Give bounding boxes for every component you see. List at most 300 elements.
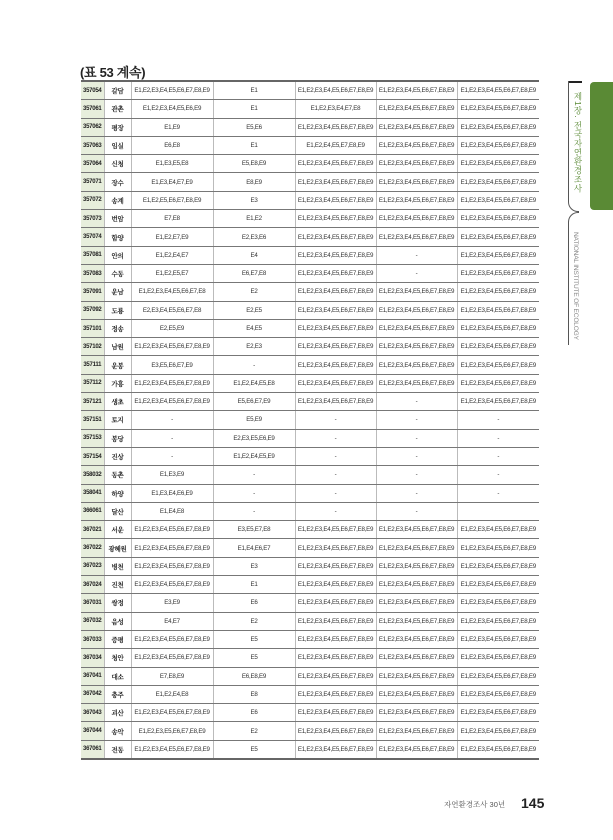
survey-2-cell: E1 — [213, 136, 295, 154]
map-name-cell: 남원 — [104, 338, 131, 356]
map-code-cell: 357073 — [81, 210, 104, 228]
map-name-cell: 송계 — [104, 191, 131, 209]
footer-title: 자연환경조사 30년 — [444, 800, 506, 809]
map-name-cell: 장수 — [104, 173, 131, 191]
survey-5-cell: E1,E2,E3,E4,E5,E6,E7,E8,E9 — [457, 539, 539, 557]
map-code-cell: 367042 — [81, 685, 104, 703]
survey-5-cell: - — [457, 429, 539, 447]
survey-4-cell: E1,E2,E3,E4,E5,E6,E7,E8,E9 — [376, 722, 457, 740]
survey-2-cell: E2,E5 — [213, 301, 295, 319]
map-code-cell: 357071 — [81, 173, 104, 191]
survey-1-cell: - — [131, 447, 213, 465]
survey-5-cell: E1,E2,E3,E4,E5,E6,E7,E8,E9 — [457, 649, 539, 667]
map-name-cell: 음성 — [104, 612, 131, 630]
map-code-cell: 367021 — [81, 521, 104, 539]
table-body — [81, 81, 539, 759]
map-name-cell: 신청 — [104, 155, 131, 173]
map-name-cell: 토지 — [104, 411, 131, 429]
survey-2-cell: E5 — [213, 740, 295, 759]
survey-1-cell: E1,E2,E7,E9 — [131, 228, 213, 246]
survey-4-cell: - — [376, 447, 457, 465]
survey-1-cell: E6,E8 — [131, 136, 213, 154]
table-row — [81, 210, 539, 228]
survey-4-cell: E1,E2,E3,E4,E5,E6,E7,E8,E9 — [376, 155, 457, 173]
survey-2-cell: E4 — [213, 246, 295, 264]
map-name-cell: 도룡 — [104, 301, 131, 319]
survey-2-cell: E5 — [213, 649, 295, 667]
survey-1-cell: E7,E8,E9 — [131, 667, 213, 685]
survey-5-cell: - — [457, 484, 539, 502]
survey-3-cell: E1,E2,E3,E4,E5,E6,E7,E8,E9 — [295, 685, 376, 703]
survey-2-cell: E1,E4,E6,E7 — [213, 539, 295, 557]
survey-2-cell: - — [213, 466, 295, 484]
table-row — [81, 612, 539, 630]
survey-2-cell: E6 — [213, 704, 295, 722]
survey-2-cell: - — [213, 356, 295, 374]
table-row — [81, 466, 539, 484]
survey-2-cell: E5,E6,E7,E9 — [213, 393, 295, 411]
map-code-cell: 367061 — [81, 740, 104, 759]
survey-1-cell: E1,E2,E3,E4,E5,E6,E7,E8,E9 — [131, 740, 213, 759]
table-row — [81, 191, 539, 209]
survey-3-cell: E1,E2,E3,E4,E5,E6,E7,E8,E9 — [295, 576, 376, 594]
survey-1-cell: E1,E2,E4,E8 — [131, 685, 213, 703]
table-row — [81, 521, 539, 539]
survey-3-cell: E1,E2,E3,E4,E5,E6,E7,E8,E9 — [295, 155, 376, 173]
survey-4-cell: E1,E2,E3,E4,E5,E6,E7,E8,E9 — [376, 356, 457, 374]
table-row — [81, 685, 539, 703]
survey-5-cell: E1,E2,E3,E4,E5,E6,E7,E8,E9 — [457, 612, 539, 630]
survey-1-cell: E1,E2,E3,E4,E5,E6,E7,E8,E9 — [131, 338, 213, 356]
map-code-cell: 357063 — [81, 136, 104, 154]
survey-5-cell: E1,E2,E3,E4,E5,E6,E7,E8,E9 — [457, 521, 539, 539]
map-name-cell: 대소 — [104, 667, 131, 685]
map-name-cell: 괴산 — [104, 704, 131, 722]
survey-4-cell: E1,E2,E3,E4,E5,E6,E7,E8,E9 — [376, 521, 457, 539]
survey-3-cell: E1,E2,E3,E4,E5,E6,E7,E8,E9 — [295, 81, 376, 100]
survey-2-cell: E1 — [213, 100, 295, 118]
survey-3-cell: E1,E2,E3,E4,E5,E6,E7,E8,E9 — [295, 210, 376, 228]
map-name-cell: 전동 — [104, 740, 131, 759]
survey-3-cell: E1,E2,E3,E4,E5,E6,E7,E8,E9 — [295, 649, 376, 667]
map-name-cell: 운남 — [104, 283, 131, 301]
survey-3-cell: E1,E2,E3,E4,E5,E6,E7,E8,E9 — [295, 118, 376, 136]
survey-3-cell: E1,E2,E3,E4,E5,E6,E7,E8,E9 — [295, 704, 376, 722]
map-code-cell: 357092 — [81, 301, 104, 319]
table-row — [81, 484, 539, 502]
map-code-cell: 357074 — [81, 228, 104, 246]
survey-table — [81, 80, 539, 760]
table-row — [81, 228, 539, 246]
map-code-cell: 357151 — [81, 411, 104, 429]
survey-3-cell: - — [295, 466, 376, 484]
table-row — [81, 100, 539, 118]
table-row — [81, 283, 539, 301]
survey-2-cell: E1,E2,E4,E5,E9 — [213, 447, 295, 465]
survey-2-cell: E4,E5 — [213, 319, 295, 337]
survey-3-cell: E1,E2,E3,E4,E5,E6,E7,E8,E9 — [295, 374, 376, 392]
survey-1-cell: E1,E3,E4,E6,E9 — [131, 484, 213, 502]
table-row — [81, 722, 539, 740]
survey-4-cell: E1,E2,E3,E4,E5,E6,E7,E8,E9 — [376, 612, 457, 630]
survey-5-cell: E1,E2,E3,E4,E5,E6,E7,E8,E9 — [457, 393, 539, 411]
survey-4-cell: E1,E2,E3,E4,E5,E6,E7,E8,E9 — [376, 301, 457, 319]
survey-5-cell — [457, 502, 539, 520]
map-code-cell: 357064 — [81, 155, 104, 173]
survey-2-cell: E1 — [213, 576, 295, 594]
survey-5-cell: E1,E2,E3,E4,E5,E6,E7,E8,E9 — [457, 210, 539, 228]
map-name-cell: 증평 — [104, 630, 131, 648]
survey-1-cell: E1,E2,E3,E4,E5,E6,E7,E8,E9 — [131, 630, 213, 648]
survey-5-cell: E1,E2,E3,E4,E5,E6,E7,E8,E9 — [457, 136, 539, 154]
survey-4-cell: E1,E2,E3,E4,E5,E6,E7,E8,E9 — [376, 557, 457, 575]
survey-1-cell: E1,E2,E5,E6,E7,E8,E9 — [131, 191, 213, 209]
survey-5-cell: - — [457, 447, 539, 465]
map-name-cell: 운봉 — [104, 356, 131, 374]
map-code-cell: 367034 — [81, 649, 104, 667]
map-code-cell: 358041 — [81, 484, 104, 502]
survey-4-cell: E1,E2,E3,E4,E5,E6,E7,E8,E9 — [376, 740, 457, 759]
table-caption: (표 53 계속) — [80, 65, 146, 80]
survey-4-cell: E1,E2,E3,E4,E5,E6,E7,E8,E9 — [376, 630, 457, 648]
table-row — [81, 576, 539, 594]
survey-3-cell: E1,E2,E3,E4,E5,E6,E7,E8,E9 — [295, 740, 376, 759]
map-code-cell: 367044 — [81, 722, 104, 740]
survey-1-cell: E1,E3,E9 — [131, 466, 213, 484]
table-row — [81, 264, 539, 282]
map-name-cell: 병천 — [104, 557, 131, 575]
survey-4-cell: E1,E2,E3,E4,E5,E6,E7,E8,E9 — [376, 374, 457, 392]
survey-4-cell: E1,E2,E3,E4,E5,E6,E7,E8,E9 — [376, 704, 457, 722]
survey-2-cell: E2 — [213, 722, 295, 740]
map-code-cell: 367032 — [81, 612, 104, 630]
map-name-cell: 갈담 — [104, 81, 131, 100]
page-number: 145 — [521, 795, 545, 811]
survey-4-cell: E1,E2,E3,E4,E5,E6,E7,E8,E9 — [376, 228, 457, 246]
chapter-tab[interactable] — [590, 82, 613, 210]
map-code-cell: 357061 — [81, 100, 104, 118]
survey-5-cell: E1,E2,E3,E4,E5,E6,E7,E8,E9 — [457, 576, 539, 594]
map-name-cell: 달산 — [104, 502, 131, 520]
map-code-cell: 357102 — [81, 338, 104, 356]
survey-3-cell: E1,E2,E3,E4,E5,E6,E7,E8,E9 — [295, 191, 376, 209]
table-row — [81, 338, 539, 356]
map-code-cell: 357091 — [81, 283, 104, 301]
survey-2-cell: - — [213, 484, 295, 502]
survey-1-cell: E1,E2,E3,E4,E5,E6,E7,E8,E9 — [131, 393, 213, 411]
table-row — [81, 539, 539, 557]
survey-4-cell: E1,E2,E3,E4,E5,E6,E7,E8,E9 — [376, 210, 457, 228]
survey-3-cell: E1,E2,E3,E4,E5,E6,E7,E8,E9 — [295, 539, 376, 557]
survey-1-cell: E1,E2,E3,E4,E5,E6,E7,E8,E9 — [131, 576, 213, 594]
survey-5-cell: E1,E2,E3,E4,E5,E6,E7,E8,E9 — [457, 301, 539, 319]
map-code-cell: 357154 — [81, 447, 104, 465]
survey-4-cell: E1,E2,E3,E4,E5,E6,E7,E8,E9 — [376, 173, 457, 191]
survey-2-cell: E8 — [213, 685, 295, 703]
map-code-cell: 367022 — [81, 539, 104, 557]
map-name-cell: 서운 — [104, 521, 131, 539]
survey-3-cell: - — [295, 502, 376, 520]
map-code-cell: 357062 — [81, 118, 104, 136]
survey-3-cell: - — [295, 484, 376, 502]
survey-3-cell: E1,E2,E3,E4,E5,E6,E7,E8,E9 — [295, 283, 376, 301]
survey-3-cell: E1,E2,E3,E4,E5,E6,E7,E8,E9 — [295, 338, 376, 356]
map-name-cell: 번암 — [104, 210, 131, 228]
survey-2-cell: E6,E8,E9 — [213, 667, 295, 685]
survey-1-cell: E1,E2,E3,E4,E5,E6,E7,E8 — [131, 283, 213, 301]
survey-3-cell: E1,E2,E3,E4,E5,E6,E7,E8,E9 — [295, 393, 376, 411]
survey-1-cell: E1,E2,E3,E4,E5,E6,E7,E8,E9 — [131, 649, 213, 667]
map-name-cell: 진천 — [104, 576, 131, 594]
map-code-cell: 367041 — [81, 667, 104, 685]
survey-1-cell: E1,E2,E3,E4,E5,E6,E7,E8,E9 — [131, 81, 213, 100]
survey-1-cell: E1,E2,E5,E7 — [131, 264, 213, 282]
survey-1-cell: E1,E2,E3,E4,E5,E6,E7,E8,E9 — [131, 557, 213, 575]
survey-3-cell: E1,E2,E3,E4,E5,E6,E7,E8,E9 — [295, 264, 376, 282]
survey-4-cell: E1,E2,E3,E4,E5,E6,E7,E8,E9 — [376, 100, 457, 118]
survey-5-cell: E1,E2,E3,E4,E5,E6,E7,E8,E9 — [457, 740, 539, 759]
survey-1-cell: E1,E2,E3,E4,E5,E6,E7,E8,E9 — [131, 704, 213, 722]
survey-3-cell: E1,E2,E3,E4,E5,E6,E7,E8,E9 — [295, 301, 376, 319]
survey-1-cell: E4,E7 — [131, 612, 213, 630]
survey-4-cell: E1,E2,E3,E4,E5,E6,E7,E8,E9 — [376, 576, 457, 594]
survey-3-cell: E1,E2,E3,E4,E5,E6,E7,E8,E9 — [295, 356, 376, 374]
survey-5-cell: E1,E2,E3,E4,E5,E6,E7,E8,E9 — [457, 722, 539, 740]
survey-5-cell: E1,E2,E3,E4,E5,E6,E7,E8,E9 — [457, 228, 539, 246]
map-name-cell: 정송 — [104, 319, 131, 337]
survey-4-cell: E1,E2,E3,E4,E5,E6,E7,E8,E9 — [376, 191, 457, 209]
survey-3-cell: - — [295, 429, 376, 447]
map-code-cell: 367024 — [81, 576, 104, 594]
survey-3-cell: E1,E2,E3,E4,E5,E6,E7,E8,E9 — [295, 246, 376, 264]
survey-5-cell: E1,E2,E3,E4,E5,E6,E7,E8,E9 — [457, 246, 539, 264]
chapter-label: 제1장. 전국자연환경조사 — [573, 92, 583, 193]
survey-2-cell: - — [213, 502, 295, 520]
survey-4-cell: - — [376, 484, 457, 502]
survey-1-cell: E1,E3,E4,E7,E9 — [131, 173, 213, 191]
table-row — [81, 630, 539, 648]
survey-3-cell: E1,E2,E3,E4,E5,E6,E7,E8,E9 — [295, 722, 376, 740]
map-name-cell: 청안 — [104, 649, 131, 667]
map-code-cell: 357101 — [81, 319, 104, 337]
survey-5-cell: E1,E2,E3,E4,E5,E6,E7,E8,E9 — [457, 374, 539, 392]
map-code-cell: 357153 — [81, 429, 104, 447]
map-code-cell: 357081 — [81, 246, 104, 264]
survey-4-cell: - — [376, 429, 457, 447]
table-row — [81, 411, 539, 429]
survey-1-cell: E1,E2,E3,E4,E5,E6,E7,E8,E9 — [131, 521, 213, 539]
survey-2-cell: E1,E2 — [213, 210, 295, 228]
survey-1-cell: E1,E2,E3,E4,E5,E6,E7,E8,E9 — [131, 539, 213, 557]
table-row — [81, 319, 539, 337]
survey-3-cell: E1,E2,E3,E4,E5,E6,E7,E8,E9 — [295, 319, 376, 337]
table-row — [81, 374, 539, 392]
survey-1-cell: - — [131, 411, 213, 429]
table-row — [81, 301, 539, 319]
map-name-cell: 함양 — [104, 228, 131, 246]
institute-label: NATIONAL INSTITUTE OF ECOLOGY — [572, 232, 579, 340]
survey-5-cell: E1,E2,E3,E4,E5,E6,E7,E8,E9 — [457, 356, 539, 374]
survey-5-cell: E1,E2,E3,E4,E5,E6,E7,E8,E9 — [457, 630, 539, 648]
survey-5-cell: E1,E2,E3,E4,E5,E6,E7,E8,E9 — [457, 594, 539, 612]
survey-1-cell: E1,E2,E3,E4,E5,E6,E7,E8,E9 — [131, 374, 213, 392]
map-name-cell: 평장 — [104, 118, 131, 136]
map-code-cell: 357054 — [81, 81, 104, 100]
survey-5-cell: E1,E2,E3,E4,E5,E6,E7,E8,E9 — [457, 338, 539, 356]
survey-4-cell: - — [376, 411, 457, 429]
survey-3-cell: E1,E2,E3,E4,E5,E6,E7,E8,E9 — [295, 630, 376, 648]
survey-5-cell: E1,E2,E3,E4,E5,E6,E7,E8,E9 — [457, 264, 539, 282]
table-row — [81, 447, 539, 465]
map-name-cell: 수동 — [104, 264, 131, 282]
survey-3-cell: E1,E2,E3,E4,E5,E6,E7,E8,E9 — [295, 667, 376, 685]
survey-2-cell: E5,E6 — [213, 118, 295, 136]
map-name-cell: 생초 — [104, 393, 131, 411]
survey-4-cell: E1,E2,E3,E4,E5,E6,E7,E8,E9 — [376, 118, 457, 136]
map-code-cell: 357112 — [81, 374, 104, 392]
survey-5-cell: E1,E2,E3,E4,E5,E6,E7,E8,E9 — [457, 685, 539, 703]
survey-3-cell: E1,E2,E3,E4,E7,E8 — [295, 100, 376, 118]
survey-3-cell: E1,E2,E3,E4,E5,E6,E7,E8,E9 — [295, 521, 376, 539]
table-row — [81, 704, 539, 722]
survey-1-cell: E3,E5,E6,E7,E9 — [131, 356, 213, 374]
survey-1-cell: E1,E9 — [131, 118, 213, 136]
survey-2-cell: E1 — [213, 81, 295, 100]
survey-2-cell: E2 — [213, 612, 295, 630]
map-code-cell: 357083 — [81, 264, 104, 282]
map-name-cell: 하양 — [104, 484, 131, 502]
survey-3-cell: E1,E2,E3,E4,E5,E6,E7,E8,E9 — [295, 557, 376, 575]
survey-2-cell: E8,E9 — [213, 173, 295, 191]
table-row — [81, 557, 539, 575]
table-row — [81, 740, 539, 759]
survey-4-cell: - — [376, 264, 457, 282]
survey-3-cell: E1,E2,E3,E4,E5,E6,E7,E8,E9 — [295, 594, 376, 612]
map-code-cell: 357072 — [81, 191, 104, 209]
map-code-cell: 358032 — [81, 466, 104, 484]
table-row — [81, 429, 539, 447]
survey-1-cell: E7,E8 — [131, 210, 213, 228]
survey-5-cell: - — [457, 466, 539, 484]
survey-2-cell: E2,E3 — [213, 338, 295, 356]
survey-5-cell: E1,E2,E3,E4,E5,E6,E7,E8,E9 — [457, 81, 539, 100]
survey-3-cell: E1,E2,E4,E5,E7,E8,E9 — [295, 136, 376, 154]
survey-2-cell: E5 — [213, 630, 295, 648]
survey-5-cell: E1,E2,E3,E4,E5,E6,E7,E8,E9 — [457, 100, 539, 118]
survey-4-cell: E1,E2,E3,E4,E5,E6,E7,E8,E9 — [376, 81, 457, 100]
map-name-cell: 송악 — [104, 722, 131, 740]
survey-4-cell: E1,E2,E3,E4,E5,E6,E7,E8,E9 — [376, 539, 457, 557]
survey-3-cell: E1,E2,E3,E4,E5,E6,E7,E8,E9 — [295, 228, 376, 246]
map-name-cell: 안의 — [104, 246, 131, 264]
survey-1-cell: E1,E4,E8 — [131, 502, 213, 520]
survey-4-cell: E1,E2,E3,E4,E5,E6,E7,E8,E9 — [376, 594, 457, 612]
survey-2-cell: E1,E2,E4,E5,E8 — [213, 374, 295, 392]
table-row — [81, 502, 539, 520]
survey-4-cell: - — [376, 246, 457, 264]
survey-1-cell: E2,E5,E9 — [131, 319, 213, 337]
table-row — [81, 393, 539, 411]
table-row — [81, 136, 539, 154]
table-row — [81, 81, 539, 100]
map-code-cell: 357121 — [81, 393, 104, 411]
map-name-cell: 동촌 — [104, 466, 131, 484]
table-row — [81, 246, 539, 264]
map-name-cell: 진상 — [104, 447, 131, 465]
survey-4-cell: E1,E2,E3,E4,E5,E6,E7,E8,E9 — [376, 649, 457, 667]
survey-4-cell: E1,E2,E3,E4,E5,E6,E7,E8,E9 — [376, 283, 457, 301]
map-name-cell: 봉당 — [104, 429, 131, 447]
survey-4-cell: E1,E2,E3,E4,E5,E6,E7,E8,E9 — [376, 136, 457, 154]
map-name-cell: 가흥 — [104, 374, 131, 392]
survey-4-cell: E1,E2,E3,E4,E5,E6,E7,E8,E9 — [376, 685, 457, 703]
survey-4-cell: - — [376, 466, 457, 484]
survey-1-cell: E1,E3,E5,E8 — [131, 155, 213, 173]
survey-1-cell: E1,E2,E3,E4,E5,E6,E9 — [131, 100, 213, 118]
survey-5-cell: E1,E2,E3,E4,E5,E6,E7,E8,E9 — [457, 557, 539, 575]
table-row — [81, 594, 539, 612]
survey-1-cell: - — [131, 429, 213, 447]
survey-2-cell: E2,E3,E5,E6,E9 — [213, 429, 295, 447]
survey-4-cell: E1,E2,E3,E4,E5,E6,E7,E8,E9 — [376, 319, 457, 337]
survey-2-cell: E5,E9 — [213, 411, 295, 429]
survey-4-cell: - — [376, 393, 457, 411]
survey-3-cell: E1,E2,E3,E4,E5,E6,E7,E8,E9 — [295, 612, 376, 630]
survey-2-cell: E3 — [213, 557, 295, 575]
survey-5-cell: E1,E2,E3,E4,E5,E6,E7,E8,E9 — [457, 191, 539, 209]
survey-5-cell: E1,E2,E3,E4,E5,E6,E7,E8,E9 — [457, 667, 539, 685]
survey-2-cell: E2,E3,E6 — [213, 228, 295, 246]
map-name-cell: 임실 — [104, 136, 131, 154]
survey-1-cell: E2,E3,E4,E5,E6,E7,E8 — [131, 301, 213, 319]
survey-3-cell: E1,E2,E3,E4,E5,E6,E7,E8,E9 — [295, 173, 376, 191]
map-name-cell: 충주 — [104, 685, 131, 703]
survey-3-cell: - — [295, 411, 376, 429]
survey-1-cell: E1,E2,E3,E5,E6,E7,E8,E9 — [131, 722, 213, 740]
map-name-cell: 쌍정 — [104, 594, 131, 612]
survey-4-cell: E1,E2,E3,E4,E5,E6,E7,E8,E9 — [376, 667, 457, 685]
survey-4-cell: - — [376, 502, 457, 520]
table-row — [81, 173, 539, 191]
table-row — [81, 356, 539, 374]
survey-2-cell: E3,E5,E7,E8 — [213, 521, 295, 539]
survey-5-cell: E1,E2,E3,E4,E5,E6,E7,E8,E9 — [457, 173, 539, 191]
map-code-cell: 366061 — [81, 502, 104, 520]
map-name-cell: 광혜원 — [104, 539, 131, 557]
survey-5-cell: E1,E2,E3,E4,E5,E6,E7,E8,E9 — [457, 118, 539, 136]
map-name-cell: 관촌 — [104, 100, 131, 118]
survey-2-cell: E2 — [213, 283, 295, 301]
survey-2-cell: E3 — [213, 191, 295, 209]
map-code-cell: 367023 — [81, 557, 104, 575]
survey-2-cell: E6 — [213, 594, 295, 612]
table-row — [81, 155, 539, 173]
survey-3-cell: - — [295, 447, 376, 465]
map-code-cell: 357111 — [81, 356, 104, 374]
survey-5-cell: E1,E2,E3,E4,E5,E6,E7,E8,E9 — [457, 704, 539, 722]
map-code-cell: 367033 — [81, 630, 104, 648]
map-code-cell: 367043 — [81, 704, 104, 722]
survey-1-cell: E3,E9 — [131, 594, 213, 612]
survey-2-cell: E5,E8,E9 — [213, 155, 295, 173]
survey-4-cell: E1,E2,E3,E4,E5,E6,E7,E8,E9 — [376, 338, 457, 356]
survey-2-cell: E6,E7,E8 — [213, 264, 295, 282]
survey-5-cell: E1,E2,E3,E4,E5,E6,E7,E8,E9 — [457, 155, 539, 173]
survey-5-cell: - — [457, 411, 539, 429]
table-row — [81, 667, 539, 685]
table-row — [81, 649, 539, 667]
map-code-cell: 367031 — [81, 594, 104, 612]
